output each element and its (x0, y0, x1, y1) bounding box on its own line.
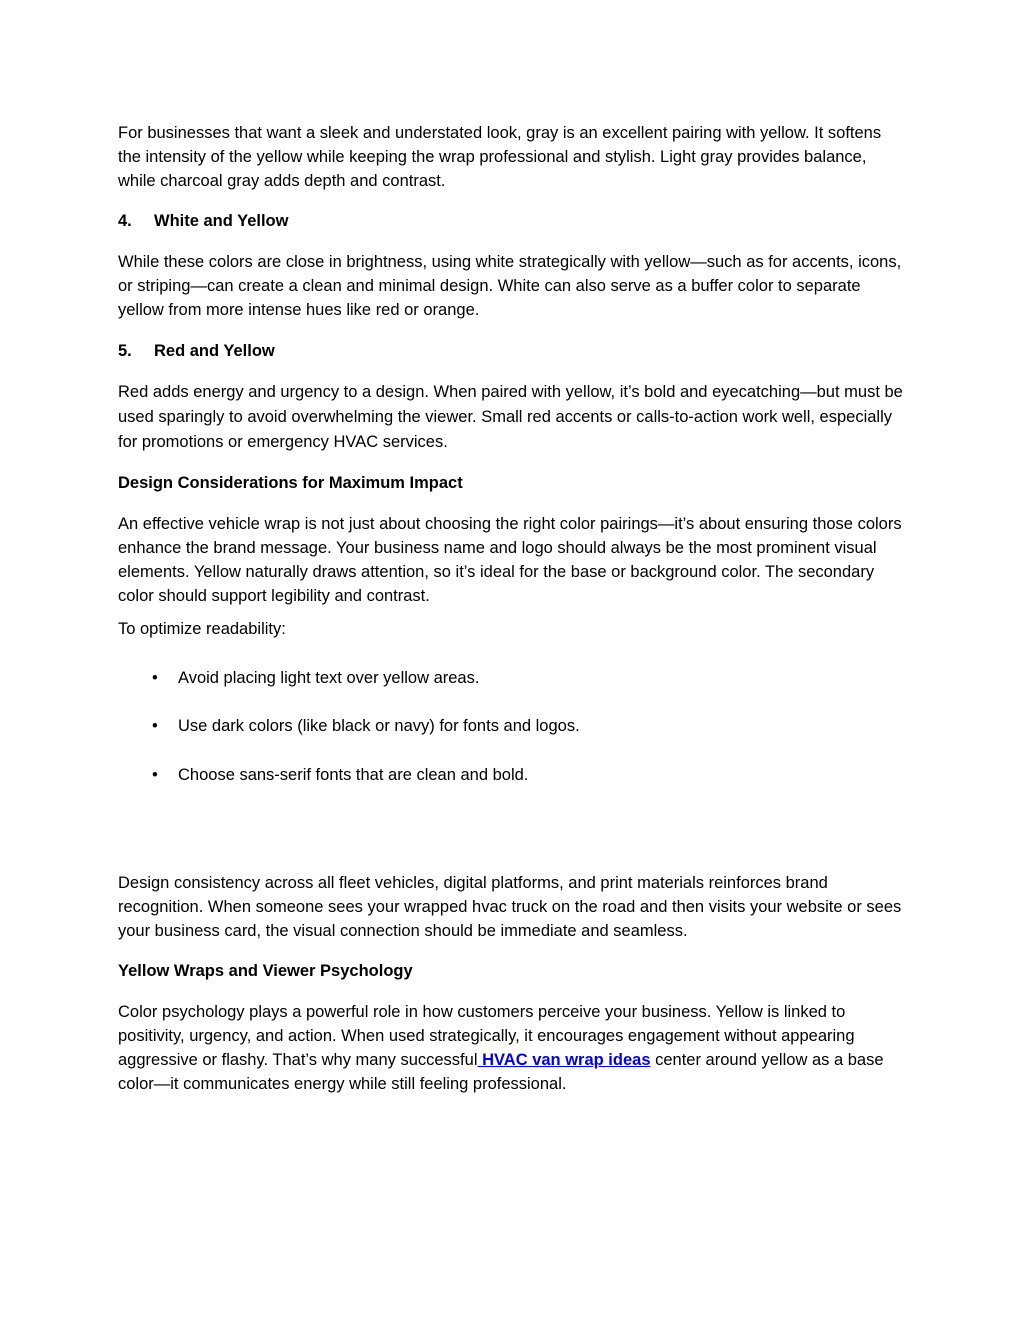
section-4-heading (118, 210, 908, 234)
hvac-van-wrap-ideas-link[interactable]: HVAC van wrap ideas (477, 1050, 651, 1069)
section-4-title: White and Yellow (154, 212, 289, 231)
section-5-number: 5. (118, 341, 132, 360)
section-4-number: 4. (118, 212, 132, 231)
list-item-text: Choose sans-serif fonts that are clean and bold. (178, 765, 529, 784)
psychology-body (118, 1001, 908, 1096)
readability-lead: To optimize readability: (118, 620, 286, 639)
document-page (118, 122, 908, 1096)
psychology-heading: Yellow Wraps and Viewer Psychology (118, 962, 413, 981)
section-5-heading (118, 340, 908, 364)
spacer (118, 812, 908, 872)
list-item (118, 667, 908, 691)
readability-list (118, 667, 908, 787)
list-item-text: Avoid placing light text over yellow areas. (178, 669, 480, 688)
list-item-text: Use dark colors (like black or navy) for fonts and logos. (178, 717, 580, 736)
list-item (118, 715, 908, 739)
psychology-text-after: center around yellow as a base color—it communicates energy while still feeling professional. (118, 1050, 884, 1093)
design-body: An effective vehicle wrap is not just about choosing the right color pairings—it’s about ensuring those colors enhance the brand message. Your business name and logo should always be the most prominent visual elements. Yellow naturally draws attention, so it’s ideal for the base or background color. The secondary color should support legibility and contrast. (118, 515, 902, 605)
section-5-title: Red and Yellow (154, 341, 275, 360)
section-5-body: Red adds energy and urgency to a design. When paired with yellow, it’s bold and eyecatching—but must be used sparingly to avoid overwhelming the viewer. Small red accents or calls-to-action work well, especially for promotions or emergency HVAC services. (118, 383, 903, 452)
design-heading: Design Considerations for Maximum Impact (118, 474, 463, 493)
bullet-icon: • (152, 765, 158, 784)
intro-paragraph: For businesses that want a sleek and understated look, gray is an excellent pairing with yellow. It softens the intensity of the yellow while keeping the wrap professional and stylish. Light gray provides balance, while charcoal gray adds depth and contrast. (118, 124, 882, 190)
psychology-text-before: Color psychology plays a powerful role in how customers perceive your business. Yellow is linked to positivity, urgency, and action. When used strategically, it encourages engagement without appearing aggressive or flashy. That’s why many successful (118, 1003, 855, 1069)
bullet-icon: • (152, 669, 158, 688)
list-item (118, 764, 908, 788)
section-4-body: While these colors are close in brightness, using white strategically with yellow—such as for accents, icons, or striping—can create a clean and minimal design. White can also serve as a buffer color to separate yellow from more intense hues like red or orange. (118, 253, 902, 319)
bullet-icon: • (152, 717, 158, 736)
consistency-paragraph: Design consistency across all fleet vehicles, digital platforms, and print materials reinforces brand recognition. When someone sees your wrapped hvac truck on the road and then visits your website or sees your business card, the visual connection should be immediate and seamless. (118, 874, 902, 940)
